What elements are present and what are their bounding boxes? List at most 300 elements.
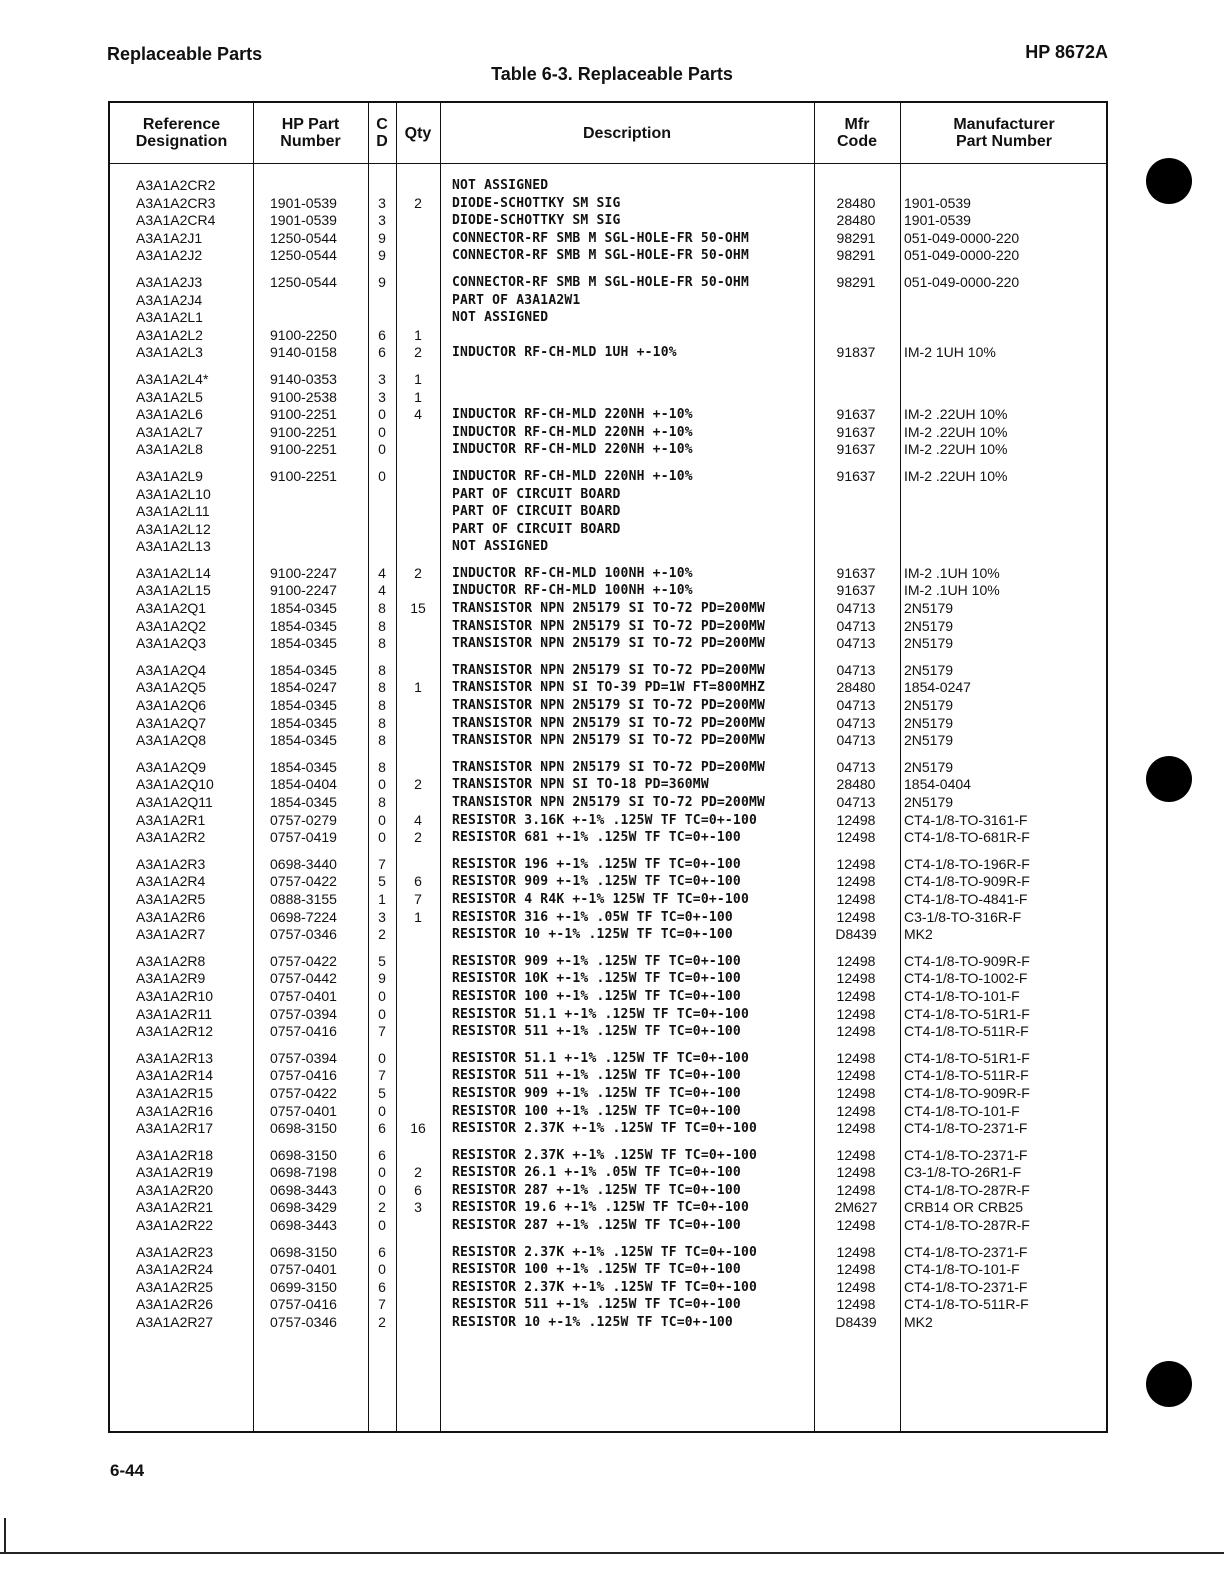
table-row (110, 909, 1110, 927)
hp-part-number-cell: 9100-2247 (270, 564, 337, 581)
table-row (110, 424, 1110, 442)
table-body (110, 177, 1110, 1341)
reference-designation-cell: A3A1A2L8 (136, 441, 203, 458)
description-cell: RESISTOR 2.37K +-1% .125W TF TC=0+-100 (452, 1121, 758, 1137)
table-row (110, 389, 1110, 407)
qty-cell: 6 (414, 1181, 422, 1198)
manufacturer-part-number-cell: CT4-1/8-TO-2371-F (904, 1243, 1028, 1260)
table-row (110, 441, 1110, 459)
cd-digit-cell: 6 (378, 1278, 386, 1295)
description-cell: RESISTOR 196 +-1% .125W TF TC=0+-100 (452, 856, 741, 872)
description-cell: INDUCTOR RF-CH-MLD 100NH +-10% (452, 565, 693, 581)
binder-hole-icon (1146, 1361, 1192, 1407)
hp-part-number-cell: 9140-0158 (270, 344, 337, 361)
hp-part-number-cell: 0757-0346 (270, 1314, 337, 1331)
manufacturer-part-number-cell: 2N5179 (904, 617, 954, 634)
table-row (110, 1279, 1110, 1297)
mfr-code-cell: 12498 (836, 811, 876, 828)
mfr-code-cell: 04713 (836, 600, 876, 617)
reference-designation-cell: A3A1A2R22 (136, 1217, 214, 1234)
cd-digit-cell: 7 (378, 1023, 386, 1040)
manufacturer-part-number-cell: C3-1/8-TO-316R-F (904, 908, 1022, 925)
row-group (110, 274, 1110, 362)
table-row (110, 856, 1110, 874)
description-cell: RESISTOR 51.1 +-1% .125W TF TC=0+-100 (452, 1006, 749, 1022)
mfr-code-cell: 12498 (836, 1102, 876, 1119)
hp-part-number-cell: 0757-0401 (270, 1102, 337, 1119)
manufacturer-part-number-cell: 2N5179 (904, 714, 954, 731)
qty-cell: 1 (414, 679, 422, 696)
manufacturer-part-number-cell: 2N5179 (904, 732, 954, 749)
header-description: Description (582, 124, 671, 142)
cd-digit-cell: 8 (378, 679, 386, 696)
hp-part-number-cell: 1854-0345 (270, 732, 337, 749)
reference-designation-cell: A3A1A2Q11 (136, 794, 213, 810)
reference-designation-cell: A3A1A2R18 (136, 1146, 214, 1163)
reference-designation-cell: A3A1A2L10 (136, 485, 211, 502)
reference-designation-cell: A3A1A2Q4 (136, 661, 207, 678)
manufacturer-part-number-cell: CT4-1/8-TO-4841-F (904, 890, 1028, 907)
description-cell: INDUCTOR RF-CH-MLD 220NH +-10% (452, 442, 693, 458)
cd-digit-cell: 8 (378, 714, 386, 731)
manufacturer-part-number-cell: 1854-0404 (904, 776, 971, 793)
table-row (110, 732, 1110, 750)
reference-designation-cell: A3A1A2Q7 (136, 714, 207, 731)
manufacturer-part-number-cell: CT4-1/8-TO-101-F (904, 1261, 1020, 1278)
cd-digit-cell: 0 (378, 467, 386, 484)
reference-designation-cell: A3A1A2R25 (136, 1278, 214, 1295)
binder-hole-icon (1146, 756, 1192, 802)
reference-designation-cell: A3A1A2R5 (136, 890, 206, 907)
table-row (110, 1217, 1110, 1235)
cd-digit-cell: 6 (378, 1243, 386, 1260)
description-cell: RESISTOR 100 +-1% .125W TF TC=0+-100 (452, 988, 741, 1004)
description-cell: RESISTOR 10K +-1% .125W TF TC=0+-100 (452, 971, 741, 987)
table-row (110, 926, 1110, 944)
cd-digit-cell: 0 (378, 423, 386, 440)
mfr-code-cell: 12498 (836, 1146, 876, 1163)
reference-designation-cell: A3A1A2R2 (136, 829, 206, 846)
manufacturer-part-number-cell: IM-2 .22UH 10% (904, 406, 1008, 423)
manufacturer-part-number-cell: 051-049-0000-220 (904, 229, 1020, 246)
description-cell: RESISTOR 100 +-1% .125W TF TC=0+-100 (452, 1262, 741, 1278)
reference-designation-cell: A3A1A2Q2 (136, 617, 207, 634)
reference-designation-cell: A3A1A2R4 (136, 873, 206, 890)
description-cell: DIODE-SCHOTTKY SM SIG (452, 195, 621, 211)
qty-cell: 4 (414, 811, 422, 828)
table-row (110, 1244, 1110, 1262)
description-cell: RESISTOR 4 R4K +-1% 125W TF TC=0+-100 (452, 891, 749, 907)
hp-part-number-cell: 0698-3150 (270, 1243, 337, 1260)
reference-designation-cell: A3A1A2R23 (136, 1243, 214, 1260)
table-row (110, 715, 1110, 733)
description-cell: INDUCTOR RF-CH-MLD 220NH +-10% (452, 468, 693, 484)
hp-part-number-cell: 0698-3429 (270, 1199, 337, 1216)
reference-designation-cell: A3A1A2R17 (136, 1120, 214, 1137)
cd-digit-cell: 9 (378, 273, 386, 290)
table-row (110, 1164, 1110, 1182)
cd-digit-cell: 3 (378, 370, 386, 387)
manufacturer-part-number-cell: IM-2 .1UH 10% (904, 582, 1000, 599)
mfr-code-cell: 12498 (836, 970, 876, 987)
mfr-code-cell: 12498 (836, 1049, 876, 1066)
manufacturer-part-number-cell: MK2 (904, 926, 933, 943)
hp-part-number-cell: 0698-3440 (270, 855, 337, 872)
hp-part-number-cell: 9100-2247 (270, 582, 337, 599)
hp-part-number-cell: 9100-2251 (270, 423, 337, 440)
manufacturer-part-number-cell: 2N5179 (904, 600, 954, 617)
reference-designation-cell: A3A1A2R20 (136, 1181, 214, 1198)
manufacturer-part-number-cell: CT4-1/8-TO-101-F (904, 987, 1020, 1004)
hp-part-number-cell: 1250-0544 (270, 273, 337, 290)
reference-designation-cell: A3A1A2J2 (136, 247, 203, 264)
table-row (110, 230, 1110, 248)
hp-part-number-cell: 0757-0394 (270, 1049, 337, 1066)
manufacturer-part-number-cell: 1901-0539 (904, 212, 971, 229)
cd-digit-cell: 9 (378, 970, 386, 987)
description-cell: RESISTOR 2.37K +-1% .125W TF TC=0+-100 (452, 1244, 758, 1260)
reference-designation-cell: A3A1A2R24 (136, 1261, 214, 1278)
row-group (110, 371, 1110, 459)
mfr-code-cell: 28480 (836, 212, 876, 229)
table-row (110, 1006, 1110, 1024)
cd-digit-cell: 0 (378, 441, 386, 458)
manufacturer-part-number-cell: CT4-1/8-TO-511R-F (904, 1296, 1029, 1313)
description-cell: INDUCTOR RF-CH-MLD 100NH +-10% (452, 583, 693, 599)
description-cell: TRANSISTOR NPN 2N5179 SI TO-72 PD=200MW (452, 662, 766, 678)
description-cell: NOT ASSIGNED (452, 539, 549, 555)
table-row (110, 344, 1110, 362)
manufacturer-part-number-cell: CT4-1/8-TO-3161-F (904, 811, 1028, 828)
description-cell: CONNECTOR-RF SMB M SGL-HOLE-FR 50-OHM (452, 274, 749, 290)
mfr-code-cell: 12498 (836, 855, 876, 872)
reference-designation-cell: A3A1A2L2 (136, 326, 203, 343)
description-cell: PART OF A3A1A2W1 (452, 292, 581, 308)
mfr-code-cell: 12498 (836, 1278, 876, 1295)
manufacturer-part-number-cell: 2N5179 (904, 661, 954, 678)
reference-designation-cell: A3A1A2R11 (136, 1005, 213, 1022)
hp-part-number-cell: 0757-0416 (270, 1023, 337, 1040)
table-row (110, 776, 1110, 794)
reference-designation-cell: A3A1A2R1 (136, 811, 206, 828)
row-group (110, 662, 1110, 750)
manufacturer-part-number-cell: CT4-1/8-TO-101-F (904, 1102, 1020, 1119)
qty-cell: 3 (414, 1199, 422, 1216)
cd-digit-cell: 0 (378, 1217, 386, 1234)
description-cell: TRANSISTOR NPN SI TO-39 PD=1W FT=800MHZ (452, 680, 766, 696)
hp-part-number-cell: 1854-0345 (270, 617, 337, 634)
manufacturer-part-number-cell: CT4-1/8-TO-287R-F (904, 1217, 1030, 1234)
header-divider (110, 163, 1106, 164)
hp-part-number-cell: 0698-3150 (270, 1120, 337, 1137)
description-cell: RESISTOR 909 +-1% .125W TF TC=0+-100 (452, 953, 741, 969)
mfr-code-cell: 2M627 (834, 1199, 878, 1216)
hp-part-number-cell: 1250-0544 (270, 247, 337, 264)
description-cell: CONNECTOR-RF SMB M SGL-HOLE-FR 50-OHM (452, 230, 749, 246)
reference-designation-cell: A3A1A2L5 (136, 388, 203, 405)
table-row (110, 618, 1110, 636)
cd-digit-cell: 8 (378, 600, 386, 617)
table-row (110, 600, 1110, 618)
cd-digit-cell: 2 (378, 1199, 386, 1216)
hp-part-number-cell: 9100-2251 (270, 406, 337, 423)
qty-cell: 2 (414, 194, 422, 211)
manufacturer-part-number-cell: CT4-1/8-TO-2371-F (904, 1278, 1028, 1295)
description-cell: TRANSISTOR NPN 2N5179 SI TO-72 PD=200MW (452, 698, 766, 714)
mfr-code-cell: 12498 (836, 1023, 876, 1040)
description-cell: TRANSISTOR NPN SI TO-18 PD=360MW (452, 777, 709, 793)
mfr-code-cell: 12498 (836, 1181, 876, 1198)
table-row (110, 309, 1110, 327)
cd-digit-cell: 0 (378, 987, 386, 1004)
table-row (110, 970, 1110, 988)
cd-digit-cell: 8 (378, 661, 386, 678)
description-cell: PART OF CIRCUIT BOARD (452, 486, 621, 502)
row-group (110, 759, 1110, 847)
hp-part-number-cell: 0698-7224 (270, 908, 337, 925)
manufacturer-part-number-cell: CT4-1/8-TO-2371-F (904, 1146, 1028, 1163)
manufacturer-part-number-cell: 1901-0539 (904, 194, 971, 211)
model-header: HP 8672A (1025, 42, 1108, 62)
qty-cell: 2 (414, 776, 422, 793)
manufacturer-part-number-cell: CT4-1/8-TO-511R-F (904, 1023, 1029, 1040)
manufacturer-part-number-cell: 2N5179 (904, 794, 954, 810)
mfr-code-cell: 04713 (836, 661, 876, 678)
cd-digit-cell: 8 (378, 732, 386, 749)
hp-part-number-cell: 1901-0539 (270, 194, 337, 211)
hp-part-number-cell: 0757-0419 (270, 829, 337, 846)
qty-cell: 16 (410, 1120, 426, 1137)
cd-digit-cell: 8 (378, 635, 386, 652)
table-row (110, 195, 1110, 213)
reference-designation-cell: A3A1A2L14 (136, 564, 211, 581)
mfr-code-cell: 12498 (836, 890, 876, 907)
manufacturer-part-number-cell: IM-2 .22UH 10% (904, 423, 1008, 440)
description-cell: RESISTOR 51.1 +-1% .125W TF TC=0+-100 (452, 1050, 749, 1066)
hp-part-number-cell: 1854-0345 (270, 697, 337, 714)
hp-part-number-cell: 1854-0345 (270, 794, 337, 810)
hp-part-number-cell: 0757-0401 (270, 1261, 337, 1278)
hp-part-number-cell: 0698-3443 (270, 1217, 337, 1234)
table-row (110, 759, 1110, 777)
mfr-code-cell: D8439 (835, 1314, 877, 1331)
description-cell: DIODE-SCHOTTKY SM SIG (452, 213, 621, 229)
table-row (110, 1050, 1110, 1068)
mfr-code-cell: 12498 (836, 1164, 876, 1181)
table-row (110, 1023, 1110, 1041)
table-row (110, 891, 1110, 909)
table-row (110, 829, 1110, 847)
reference-designation-cell: A3A1A2Q9 (136, 758, 207, 775)
mfr-code-cell: 12498 (836, 1243, 876, 1260)
hp-part-number-cell: 1854-0345 (270, 714, 337, 731)
manufacturer-part-number-cell: IM-2 .22UH 10% (904, 467, 1008, 484)
description-cell: RESISTOR 2.37K +-1% .125W TF TC=0+-100 (452, 1279, 758, 1295)
description-cell: RESISTOR 511 +-1% .125W TF TC=0+-100 (452, 1068, 741, 1084)
cd-digit-cell: 5 (378, 873, 386, 890)
manufacturer-part-number-cell: 2N5179 (904, 758, 954, 775)
qty-cell: 1 (414, 326, 422, 343)
reference-designation-cell: A3A1A2L6 (136, 406, 203, 423)
cd-digit-cell: 2 (378, 926, 386, 943)
table-row (110, 1085, 1110, 1103)
reference-designation-cell: A3A1A2CR3 (136, 194, 216, 211)
reference-designation-cell: A3A1A2R21 (136, 1199, 214, 1216)
mfr-code-cell: 12498 (836, 1067, 876, 1084)
description-cell: PART OF CIRCUIT BOARD (452, 521, 621, 537)
header-qty: Qty (404, 124, 432, 142)
reference-designation-cell: A3A1A2R27 (136, 1314, 214, 1331)
table-row (110, 1120, 1110, 1138)
reference-designation-cell: A3A1A2R3 (136, 855, 206, 872)
description-cell: INDUCTOR RF-CH-MLD 220NH +-10% (452, 407, 693, 423)
reference-designation-cell: A3A1A2R14 (136, 1067, 214, 1084)
cd-digit-cell: 6 (378, 1146, 386, 1163)
manufacturer-part-number-cell: CT4-1/8-TO-51R1-F (904, 1005, 1030, 1022)
description-cell: RESISTOR 2.37K +-1% .125W TF TC=0+-100 (452, 1147, 758, 1163)
mfr-code-cell: 91837 (836, 344, 876, 361)
hp-part-number-cell: 9100-2251 (270, 467, 337, 484)
mfr-code-cell: 12498 (836, 1261, 876, 1278)
cd-digit-cell: 9 (378, 229, 386, 246)
cd-digit-cell: 8 (378, 794, 386, 810)
cd-digit-cell: 3 (378, 388, 386, 405)
qty-cell: 4 (414, 406, 422, 423)
cd-digit-cell: 7 (378, 1296, 386, 1313)
qty-cell: 1 (414, 388, 422, 405)
manufacturer-part-number-cell: CT4-1/8-TO-51R1-F (904, 1049, 1030, 1066)
table-title: Table 6-3. Replaceable Parts (491, 64, 733, 84)
cd-digit-cell: 0 (378, 1181, 386, 1198)
cd-digit-cell: 0 (378, 829, 386, 846)
qty-cell: 2 (414, 1164, 422, 1181)
cd-digit-cell: 0 (378, 1005, 386, 1022)
description-cell: RESISTOR 26.1 +-1% .05W TF TC=0+-100 (452, 1165, 741, 1181)
table-row (110, 582, 1110, 600)
hp-part-number-cell: 9100-2250 (270, 326, 337, 343)
scan-edge-line (0, 1552, 1224, 1554)
table-row (110, 406, 1110, 424)
reference-designation-cell: A3A1A2R13 (136, 1049, 214, 1066)
table-row (110, 1182, 1110, 1200)
row-group (110, 1244, 1110, 1332)
hp-part-number-cell: 0757-0422 (270, 873, 337, 890)
hp-part-number-cell: 0698-7198 (270, 1164, 337, 1181)
mfr-code-cell: 91637 (836, 406, 876, 423)
reference-designation-cell: A3A1A2R26 (136, 1296, 214, 1313)
table-row (110, 1296, 1110, 1314)
table-row (110, 953, 1110, 971)
description-cell: RESISTOR 287 +-1% .125W TF TC=0+-100 (452, 1218, 741, 1234)
mfr-code-cell: 04713 (836, 794, 876, 810)
hp-part-number-cell: 1901-0539 (270, 212, 337, 229)
manufacturer-part-number-cell: CT4-1/8-TO-2371-F (904, 1120, 1028, 1137)
manufacturer-part-number-cell: IM-2 .22UH 10% (904, 441, 1008, 458)
mfr-code-cell: 12498 (836, 1084, 876, 1101)
table-row (110, 565, 1110, 583)
manufacturer-part-number-cell: 2N5179 (904, 697, 954, 714)
reference-designation-cell: A3A1A2R9 (136, 970, 206, 987)
cd-digit-cell: 4 (378, 564, 386, 581)
manufacturer-part-number-cell: CT4-1/8-TO-909R-F (904, 952, 1030, 969)
table-row (110, 327, 1110, 345)
qty-cell: 1 (414, 370, 422, 387)
table-row (110, 812, 1110, 830)
table-row (110, 503, 1110, 521)
mfr-code-cell: 12498 (836, 987, 876, 1004)
header-mfr-code: Mfr Code (837, 116, 877, 150)
cd-digit-cell: 6 (378, 1120, 386, 1137)
mfr-code-cell: 12498 (836, 1296, 876, 1313)
row-group (110, 177, 1110, 265)
table-row (110, 1261, 1110, 1279)
mfr-code-cell: 12498 (836, 952, 876, 969)
mfr-code-cell: 04713 (836, 714, 876, 731)
cd-digit-cell: 8 (378, 617, 386, 634)
description-cell: TRANSISTOR NPN 2N5179 SI TO-72 PD=200MW (452, 715, 766, 731)
header-manufacturer-part-number: Manufacturer Part Number (953, 116, 1055, 150)
reference-designation-cell: A3A1A2R7 (136, 926, 206, 943)
reference-designation-cell: A3A1A2L11 (136, 503, 210, 520)
mfr-code-cell: 28480 (836, 679, 876, 696)
hp-part-number-cell: 9140-0353 (270, 370, 337, 387)
qty-cell: 2 (414, 564, 422, 581)
hp-part-number-cell: 0698-3443 (270, 1181, 337, 1198)
manufacturer-part-number-cell: 051-049-0000-220 (904, 247, 1020, 264)
table-row (110, 212, 1110, 230)
cd-digit-cell: 7 (378, 1067, 386, 1084)
description-cell: RESISTOR 3.16K +-1% .125W TF TC=0+-100 (452, 812, 758, 828)
description-cell: RESISTOR 681 +-1% .125W TF TC=0+-100 (452, 830, 741, 846)
table-row (110, 1147, 1110, 1165)
cd-digit-cell: 9 (378, 247, 386, 264)
qty-cell: 2 (414, 829, 422, 846)
reference-designation-cell: A3A1A2CR2 (136, 177, 216, 193)
table-row (110, 635, 1110, 653)
manufacturer-part-number-cell: 051-049-0000-220 (904, 273, 1020, 290)
qty-cell: 6 (414, 873, 422, 890)
hp-part-number-cell: 0757-0442 (270, 970, 337, 987)
cd-digit-cell: 6 (378, 326, 386, 343)
reference-designation-cell: A3A1A2R6 (136, 908, 206, 925)
hp-part-number-cell: 1854-0345 (270, 635, 337, 652)
description-cell: RESISTOR 511 +-1% .125W TF TC=0+-100 (452, 1297, 741, 1313)
mfr-code-cell: 04713 (836, 635, 876, 652)
table-row (110, 468, 1110, 486)
section-header: Replaceable Parts (107, 44, 263, 64)
reference-designation-cell: A3A1A2Q3 (136, 635, 207, 652)
description-cell: TRANSISTOR NPN 2N5179 SI TO-72 PD=200MW (452, 795, 766, 810)
reference-designation-cell: A3A1A2J1 (136, 229, 203, 246)
hp-part-number-cell: 0888-3155 (270, 890, 337, 907)
mfr-code-cell: 91637 (836, 582, 876, 599)
description-cell: RESISTOR 316 +-1% .05W TF TC=0+-100 (452, 909, 733, 925)
manufacturer-part-number-cell: 2N5179 (904, 635, 954, 652)
description-cell: TRANSISTOR NPN 2N5179 SI TO-72 PD=200MW (452, 733, 766, 749)
reference-designation-cell: A3A1A2Q5 (136, 679, 207, 696)
mfr-code-cell: 98291 (836, 273, 876, 290)
description-cell: TRANSISTOR NPN 2N5179 SI TO-72 PD=200MW (452, 618, 766, 634)
description-cell: RESISTOR 100 +-1% .125W TF TC=0+-100 (452, 1103, 741, 1119)
cd-digit-cell: 3 (378, 194, 386, 211)
hp-part-number-cell: 0757-0401 (270, 987, 337, 1004)
hp-part-number-cell: 1854-0345 (270, 758, 337, 775)
reference-designation-cell: A3A1A2L13 (136, 538, 211, 555)
table-row (110, 371, 1110, 389)
description-cell: TRANSISTOR NPN 2N5179 SI TO-72 PD=200MW (452, 759, 766, 775)
mfr-code-cell: 91637 (836, 564, 876, 581)
description-cell: RESISTOR 10 +-1% .125W TF TC=0+-100 (452, 927, 733, 943)
